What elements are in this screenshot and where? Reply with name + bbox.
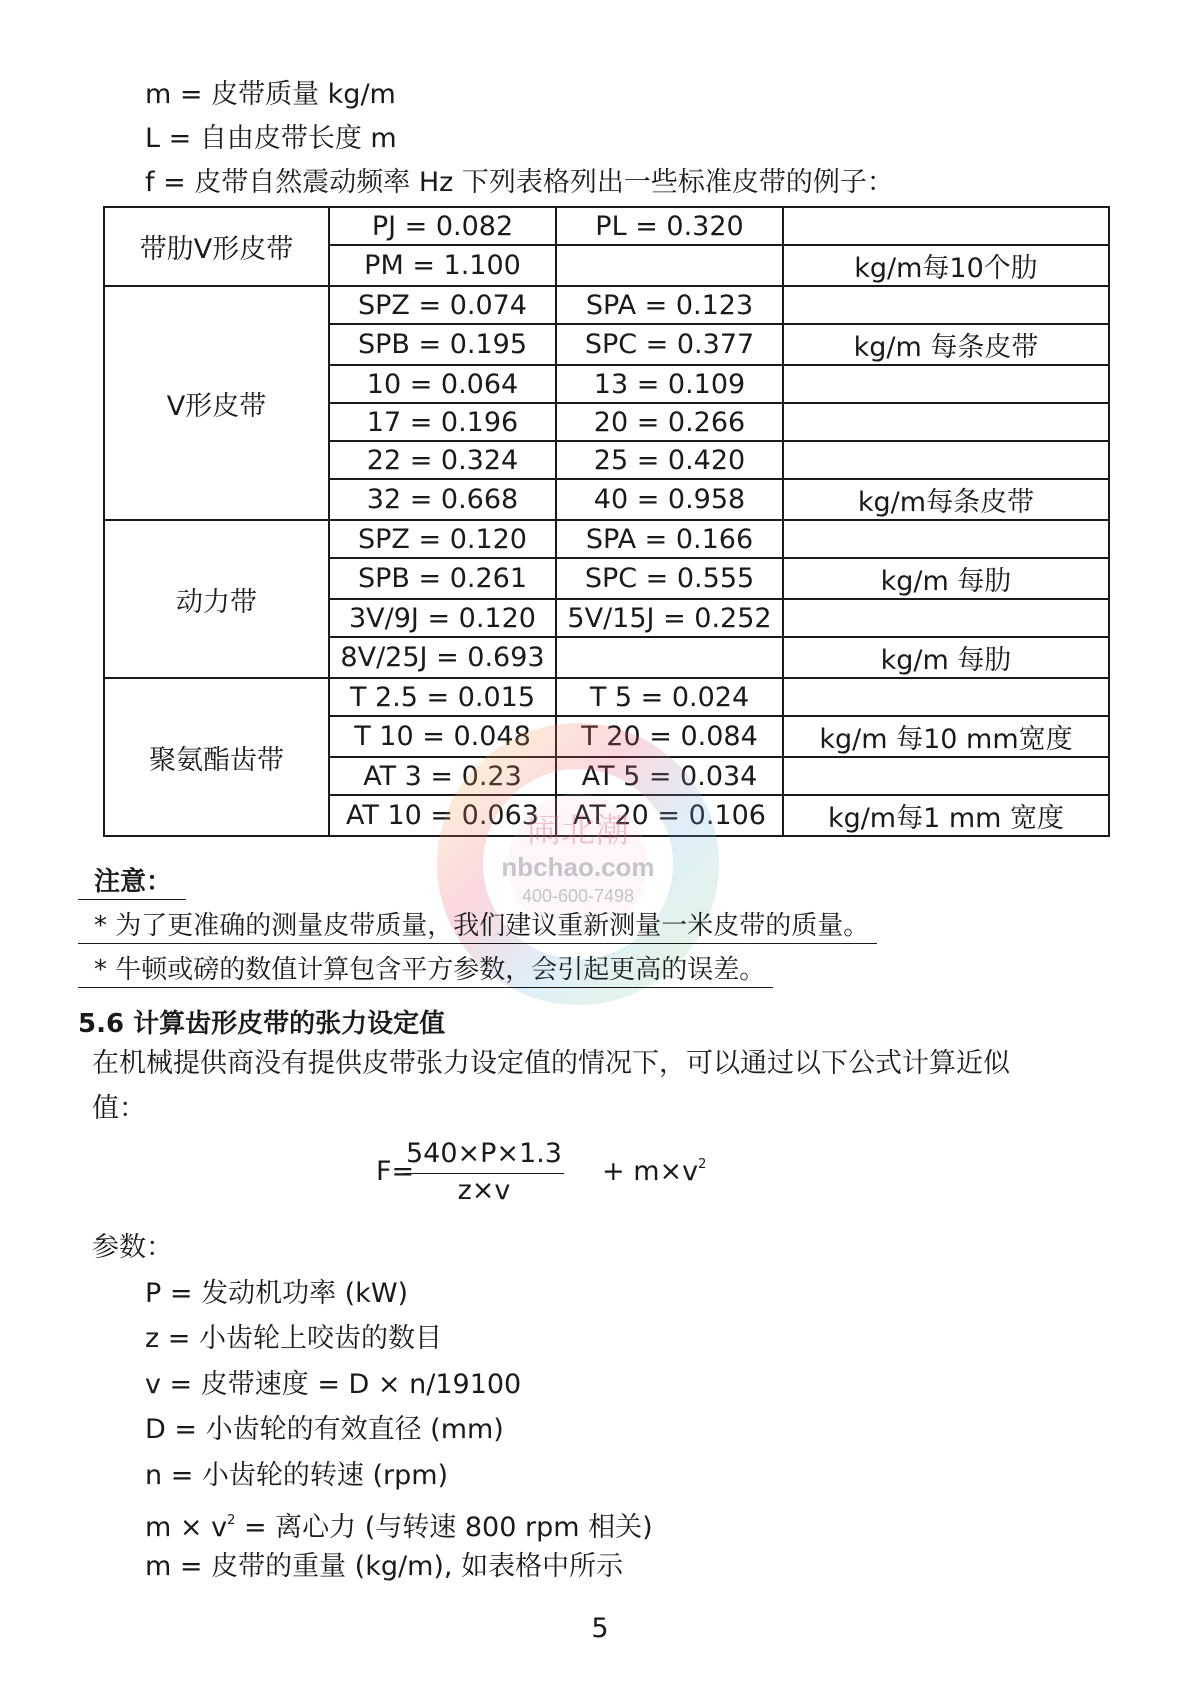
belt-value-cell: 8V/25J = 0.693 (329, 637, 556, 678)
belt-category-cell: V形皮带 (104, 286, 329, 520)
param-mv-term: m × v (145, 1512, 228, 1543)
belt-value-cell: PL = 0.320 (556, 207, 783, 245)
note-item-1: * 为了更准确的测量皮带质量，我们建议重新测量一米皮带的质量。 (78, 910, 877, 944)
param-n: n = 小齿轮的转速 (rpm) (145, 1460, 449, 1491)
unit-cell: kg/m每条皮带 (783, 479, 1109, 520)
unit-cell (783, 678, 1109, 716)
param-v: v = 皮带速度 = D × n/19100 (145, 1369, 522, 1400)
formula-rhs (602, 1156, 706, 1187)
belt-mass-table-body (104, 207, 1109, 836)
belt-value-cell: AT 20 = 0.106 (556, 795, 783, 836)
unit-cell (783, 286, 1109, 324)
formula-denominator: z×v (457, 1175, 511, 1206)
belt-value-cell: SPC = 0.555 (556, 558, 783, 599)
belt-value-cell: SPB = 0.261 (329, 558, 556, 599)
belt-value-cell: SPB = 0.195 (329, 324, 556, 365)
formula-lhs: F= (376, 1156, 415, 1187)
formula-rhs-term: + m×v (602, 1156, 699, 1187)
unit-cell: kg/m 每肋 (783, 637, 1109, 678)
section-paragraph-line-2: 值： (92, 1093, 146, 1124)
param-m: m = 皮带的重量 (kg/m), 如表格中所示 (145, 1551, 624, 1582)
belt-value-cell: 13 = 0.109 (556, 365, 783, 403)
params-title: 参数： (92, 1232, 173, 1263)
param-mv (145, 1504, 653, 1545)
belt-value-cell: 20 = 0.266 (556, 403, 783, 441)
section-title: 5.6 计算齿形皮带的张力设定值 (78, 1009, 446, 1039)
table-row (104, 207, 1109, 245)
belt-value-cell: 5V/15J = 0.252 (556, 599, 783, 637)
unit-cell (783, 207, 1109, 245)
belt-value-cell: AT 5 = 0.034 (556, 757, 783, 795)
unit-cell: kg/m每10个肋 (783, 245, 1109, 286)
belt-value-cell (556, 637, 783, 678)
notes-title: 注意： (78, 866, 186, 900)
belt-value-cell: 17 = 0.196 (329, 403, 556, 441)
unit-cell: kg/m 每肋 (783, 558, 1109, 599)
intro-line-m: m = 皮带质量 kg/m (145, 79, 396, 110)
belt-value-cell: SPA = 0.123 (556, 286, 783, 324)
belt-value-cell: 32 = 0.668 (329, 479, 556, 520)
belt-value-cell: PM = 1.100 (329, 245, 556, 286)
belt-value-cell: 10 = 0.064 (329, 365, 556, 403)
belt-category-cell: 动力带 (104, 520, 329, 678)
intro-line-f: f = 皮带自然震动频率 Hz 下列表格列出一些标准皮带的例子： (145, 167, 894, 198)
watermark-brand: 闹北潮 (527, 813, 629, 850)
belt-value-cell: SPZ = 0.120 (329, 520, 556, 558)
watermark-site: nbchao.com (501, 852, 655, 882)
belt-value-cell: T 10 = 0.048 (329, 716, 556, 757)
belt-mass-table (103, 206, 1110, 837)
belt-value-cell: AT 10 = 0.063 (329, 795, 556, 836)
unit-cell (783, 441, 1109, 479)
note-item-2: * 牛顿或磅的数值计算包含平方参数，会引起更高的误差。 (78, 954, 773, 988)
belt-value-cell: SPA = 0.166 (556, 520, 783, 558)
unit-cell (783, 403, 1109, 441)
belt-value-cell: SPC = 0.377 (556, 324, 783, 365)
belt-category-cell: 带肋V形皮带 (104, 207, 329, 286)
belt-value-cell: 40 = 0.958 (556, 479, 783, 520)
belt-value-cell: AT 3 = 0.23 (329, 757, 556, 795)
param-mv-exponent: 2 (227, 1513, 236, 1528)
table-row (104, 678, 1109, 716)
belt-value-cell: T 2.5 = 0.015 (329, 678, 556, 716)
formula-numerator: 540×P×1.3 (405, 1138, 562, 1169)
param-mv-desc: = 离心力 (与转速 800 rpm 相关) (235, 1512, 653, 1543)
belt-value-cell: T 5 = 0.024 (556, 678, 783, 716)
belt-value-cell: 25 = 0.420 (556, 441, 783, 479)
tension-formula (376, 1138, 716, 1208)
param-p: P = 发动机功率 (kW) (145, 1278, 409, 1309)
belt-category-cell: 聚氨酯齿带 (104, 678, 329, 836)
param-z: z = 小齿轮上咬齿的数目 (145, 1323, 442, 1354)
intro-line-l: L = 自由皮带长度 m (145, 123, 397, 154)
unit-cell: kg/m 每10 mm宽度 (783, 716, 1109, 757)
unit-cell (783, 599, 1109, 637)
unit-cell (783, 520, 1109, 558)
formula-fraction-bar (404, 1173, 564, 1174)
page-number: 5 (591, 1613, 609, 1644)
unit-cell: kg/m每1 mm 宽度 (783, 795, 1109, 836)
belt-value-cell: PJ = 0.082 (329, 207, 556, 245)
unit-cell (783, 365, 1109, 403)
watermark-phone: 400-600-7498 (521, 886, 635, 906)
unit-cell: kg/m 每条皮带 (783, 324, 1109, 365)
belt-value-cell: SPZ = 0.074 (329, 286, 556, 324)
belt-value-cell: T 20 = 0.084 (556, 716, 783, 757)
belt-value-cell (556, 245, 783, 286)
belt-value-cell: 3V/9J = 0.120 (329, 599, 556, 637)
formula-rhs-exponent: 2 (698, 1157, 707, 1172)
belt-value-cell: 22 = 0.324 (329, 441, 556, 479)
param-d: D = 小齿轮的有效直径 (mm) (145, 1414, 504, 1445)
table-row (104, 286, 1109, 324)
section-paragraph-line-1: 在机械提供商没有提供皮带张力设定值的情况下，可以通过以下公式计算近似 (92, 1048, 1010, 1079)
table-row (104, 520, 1109, 558)
unit-cell (783, 757, 1109, 795)
